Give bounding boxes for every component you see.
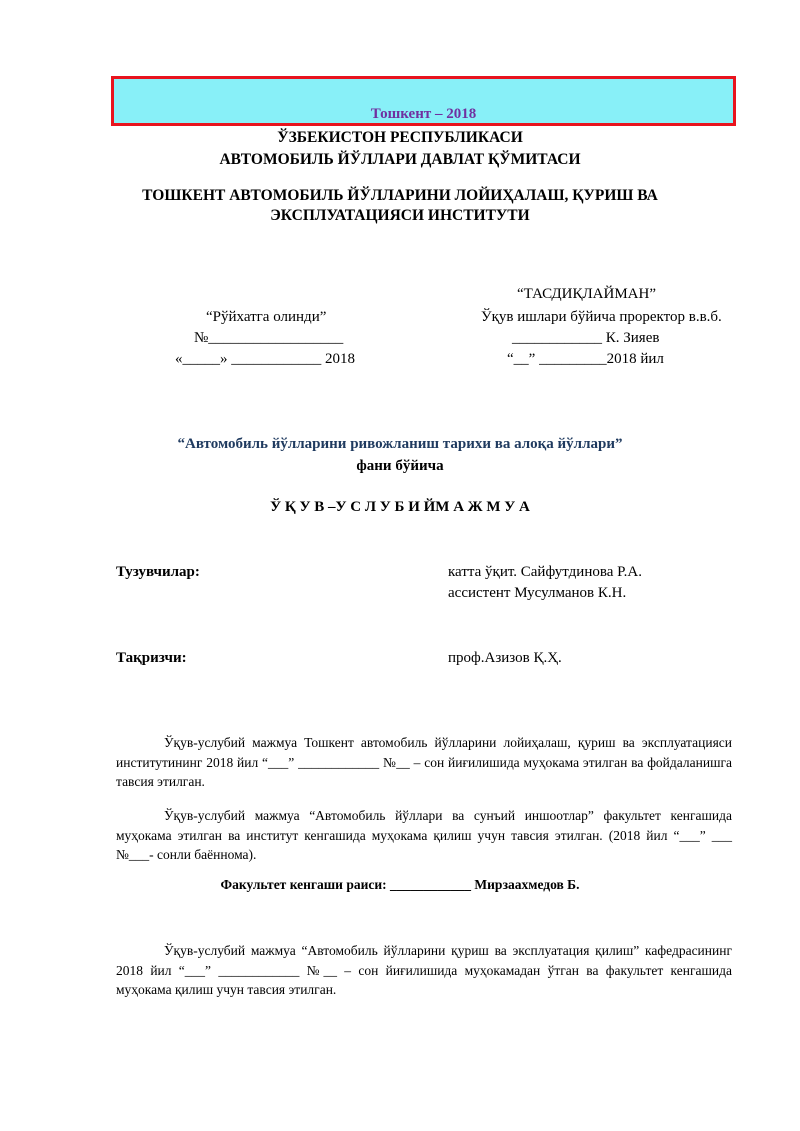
approval-signature: ____________ К. Зияев [512,330,660,346]
paragraph-department: Ўқув-услубий мажмуа “Автомобиль йўлларини қуриш ва эксплуатация қилиш” кафедрасининг 2018 йил “___” ____________ №__ – сон йиғилишида муҳокамадан ўтган ва факультет кенгашида муҳокама қилиш учун тавсия этилган. [116,943,732,997]
document-type: Ў Қ У В –У С Л У Б И ЙМ А Ж М У А [270,499,530,515]
paragraph-institute-council: Ўқув-услубий мажмуа Тошкент автомобиль йўлларини лойиҳалаш, қуриш ва эксплуатацияси институтининг 2018 йил “___” ____________ №__ – сон йиғилишида муҳокама этилган ва фойдаланишга тавсия этилган. [116,735,732,789]
institute-title-line2: ЭКСПЛУАТАЦИЯСИ ИНСТИТУТИ [270,207,530,224]
authors-label: Тузувчилар: [116,564,200,580]
institute-title-line1: ТОШКЕНТ АВТОМОБИЛЬ ЙЎЛЛАРИНИ ЛОЙИҲАЛАШ, ҚУРИШ ВА [142,187,658,204]
approval-date: “__” _________2018 йил [507,351,664,367]
registration-date: «_____» ____________ 2018 [175,351,355,367]
registration-number: №__________________ [194,330,344,346]
reviewer-name: проф.Азизов Қ.Ҳ. [448,650,562,666]
author-1: катта ўқит. Сайфутдинова Р.А. [448,564,642,580]
subject-subtitle: фани бўйича [356,458,444,474]
republic-title: ЎЗБЕКИСТОН РЕСПУБЛИКАСИ [277,129,523,146]
approval-role: Ўқув ишлари бўйича проректор в.в.б. [481,309,722,325]
approval-title: “ТАСДИҚЛАЙМАН” [517,286,656,302]
committee-title: АВТОМОБИЛЬ ЙЎЛЛАРИ ДАВЛАТ ҚЎМИТАСИ [219,151,581,168]
reviewer-label: Тақризчи: [116,650,187,666]
title-banner [111,76,736,126]
subject-title: “Автомобиль йўлларини ривожланиш тарихи ва алоқа йўллари” [177,436,623,452]
author-2: ассистент Мусулманов К.Н. [448,585,627,601]
paragraph-faculty-council: Ўқув-услубий мажмуа “Автомобиль йўллари ва сунъий иншоотлар” факультет кенгашида муҳокама этилган ва институт кенгашида муҳокама қилиш учун тавсия этилган. (2018 йил “___” ___ №___- сонли баённома). [116,808,732,862]
registration-title: “Рўйхатга олинди” [206,309,327,325]
banner-text: Тошкент – 2018 [370,106,477,122]
faculty-council-chair: Факультет кенгаши раиси: ____________ Мирзаахмедов Б. [220,877,580,892]
